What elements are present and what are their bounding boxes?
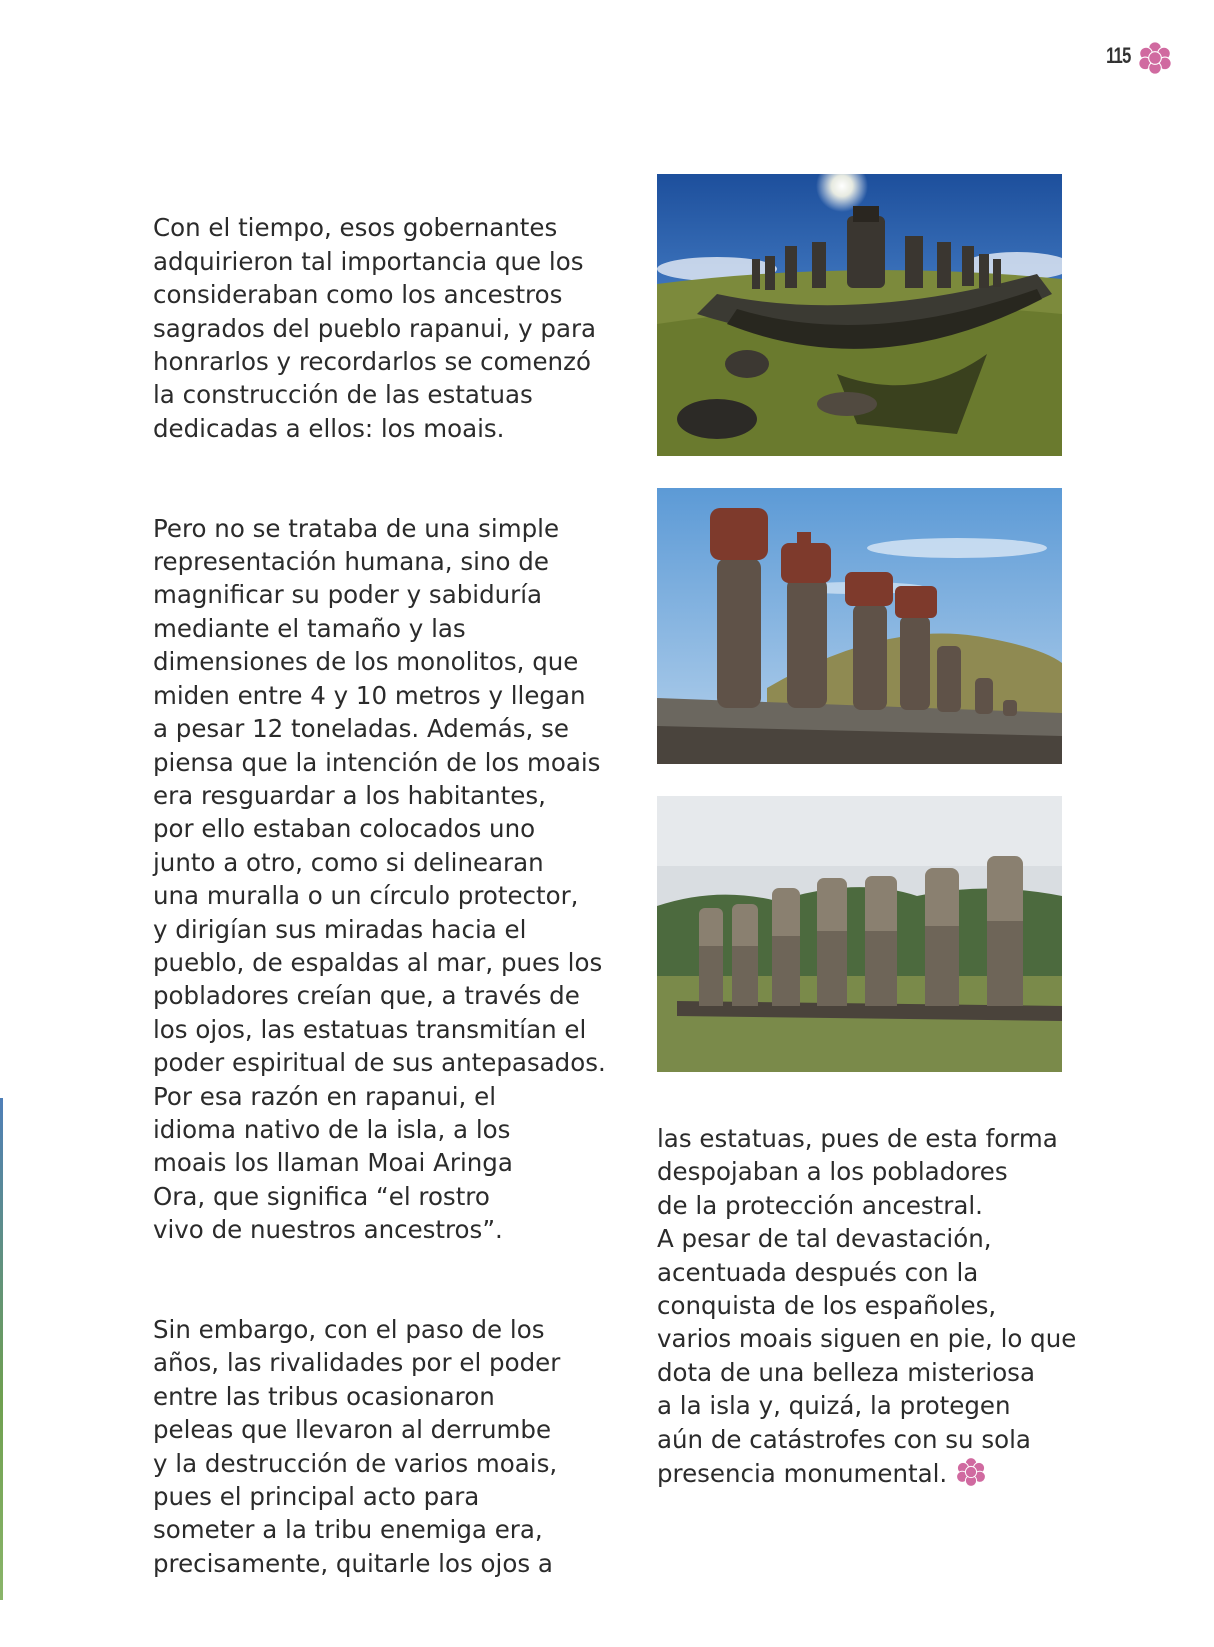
- page-edge-bar: [0, 1098, 3, 1600]
- flower-icon: [1137, 40, 1173, 76]
- flower-icon: [955, 1456, 987, 1488]
- page-number: 115: [1105, 43, 1130, 68]
- closing-paragraph: las estatuas, pues de esta forma despojaban a los pobladores de la protección ancestral. A pesar de tal devastación, acentuada después con la conquista de los españoles, varios moais siguen en pie, lo que dota de una belleza misteriosa a la isla y, quizá, la protegen aún de catástrofes con su sola presencia monumental.: [657, 1124, 1077, 1489]
- right-text-column: [657, 1122, 1107, 1490]
- moai-row-photo: [657, 796, 1062, 1072]
- moai-fisheye-photo: [657, 174, 1062, 456]
- paragraph-rulers-statues: Con el tiempo, esos gobernantes adquirieron tal importancia que los consideraban como los ancestros sagrados del pueblo rapanui, y para honrarlos y recordarlos se comenzó la construcción de las estatuas dedicadas a ellos: los moais.: [153, 213, 597, 443]
- paragraph-rivalries: Sin embargo, con el paso de los años, las rivalidades por el poder entre las tribus ocasionaron peleas que llevaron al derrumbe y la destrucción de varios moais, pues el principal acto para someter a la tribu enemiga era, precisamente, quitarle los ojos a: [153, 1315, 561, 1578]
- moai-pukao-photo: [657, 488, 1062, 764]
- left-text-column: [153, 178, 623, 1647]
- paragraph-moai-meaning: Pero no se trataba de una simple representación humana, sino de magnificar su poder y sabiduría mediante el tamaño y las dimensiones de los monolitos, que miden entre 4 y 10 metros y llegan a pesar 12 toneladas. Además, se piensa que la intención de los moais era resguardar a los habitantes, por ello estaban colocados uno junto a otro, como si delinearan una muralla o un círculo protector, y dirigían sus miradas hacia el pueblo, de espaldas al mar, pues los pobladores creían que, a través de los ojos, las estatuas transmitían el poder espiritual de sus antepasados. Por esa razón en rapanui, el idioma nativo de la isla, a los moais los llaman Moai Aringa Ora, que significa “el rostro vivo de nuestros ancestros”.: [153, 513, 606, 1245]
